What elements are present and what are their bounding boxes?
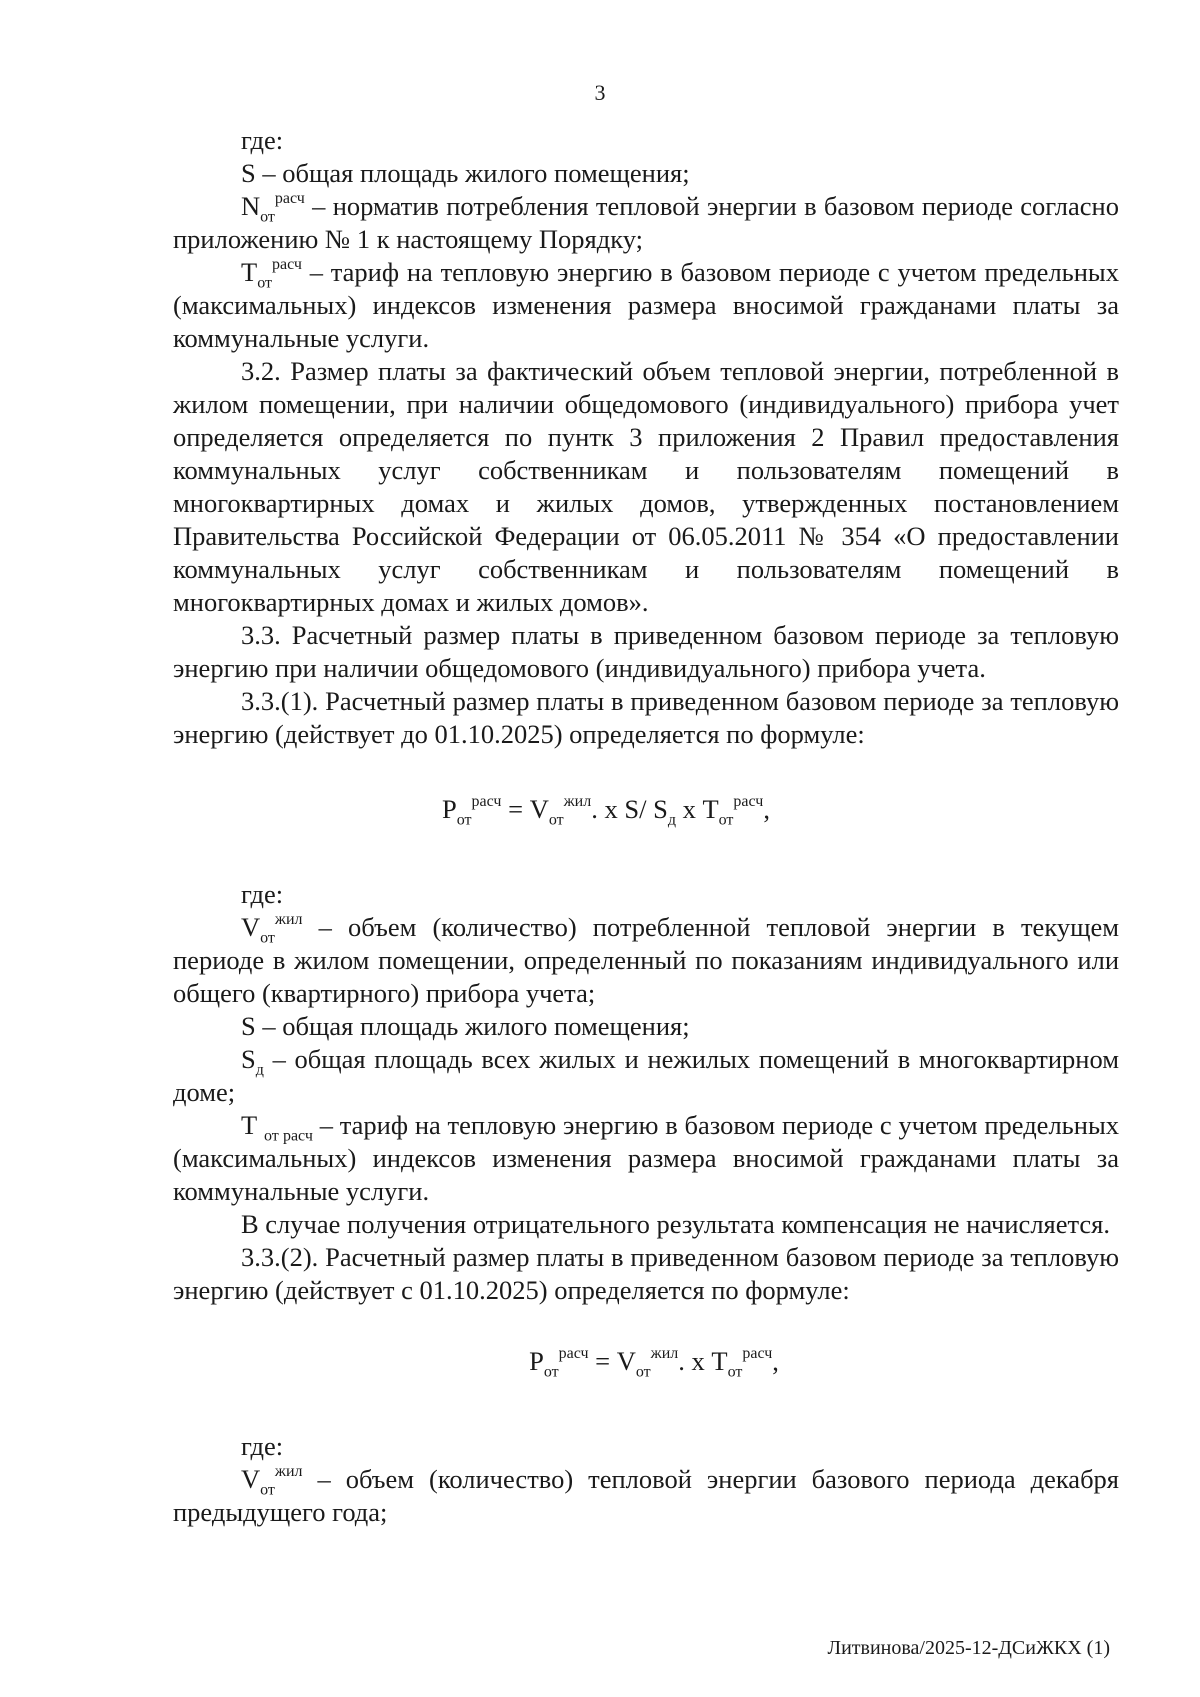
paragraph-n-definition (173, 190, 1119, 256)
t-definition-text-1: – тариф на тепловую энергию в базовом периоде с учетом предельных (максимальных) индексов изменения размера вносимой гражданами платы за коммунальные услуги. (173, 257, 1119, 353)
subscript-ot: от (260, 1481, 275, 1499)
n-definition-text: – норматив потребления тепловой энергии в базовом периоде согласно приложению № 1 к настоящему Порядку; (173, 191, 1119, 254)
formula-2-t: T (711, 1346, 728, 1376)
symbol-t: T (241, 257, 258, 287)
superscript-zhil: жил (274, 911, 303, 929)
formula-2-p: P (529, 1346, 544, 1376)
paragraph-3-3-1: 3.3.(1). Расчетный размер платы в приведенном базовом периоде за тепловую энергию (действует до 01.10.2025) определяется по формуле: (173, 686, 1119, 749)
document-footer-reference: Литвинова/2025-12-ДСиЖКХ (1) (827, 1637, 1110, 1659)
paragraph-gde-3: где: (241, 1431, 284, 1461)
superscript-rasch: расч (558, 1345, 589, 1363)
subscript-ot: от (456, 811, 472, 829)
subscript-ot: от (257, 274, 272, 292)
subscript-ot: от (260, 208, 275, 226)
subscript-d: д (667, 811, 676, 829)
formula-1 (173, 793, 1119, 829)
subscript-ot: от (548, 811, 564, 829)
formula-1-t: T (702, 794, 719, 824)
symbol-n: N (241, 191, 261, 221)
paragraph-v-definition-2 (173, 1463, 1119, 1529)
paragraph-s-definition-2: S – общая площадь жилого помещения; (241, 1011, 690, 1041)
formula-1-comma: , (763, 794, 770, 824)
paragraph-t-definition-2 (173, 1109, 1119, 1208)
superscript-rasch: расч (733, 793, 764, 811)
superscript-zhil: жил (563, 793, 592, 811)
subscript-ot: от (727, 1363, 743, 1381)
paragraph-v-definition-1 (173, 911, 1119, 1010)
page-number: 3 (594, 80, 606, 105)
paragraph-3-2: 3.2. Размер платы за фактический объем тепловой энергии, потребленной в жилом помещении, при наличии общедомового (индивидуального) прибора учет определяется определяется по пунтк 3 приложения 2 Правил предоставления коммунальных услуг собственникам и пользователям помещений в многоквартирных домах и жилых домов, утвержденных постановлением Правительства Российской Федерации от 06.05.2011 № 354 «О предоставлении коммунальных услуг собственникам и пользователям помещений в многоквартирных домах и жилых домов». (173, 356, 1119, 617)
sd-definition-text: – общая площадь всех жилых и нежилых помещений в многоквартирном доме; (173, 1044, 1119, 1107)
superscript-rasch: расч (274, 190, 305, 208)
formula-1-p: P (442, 794, 457, 824)
paragraph-s-definition: S – общая площадь жилого помещения; (241, 158, 690, 188)
subscript-d: д (255, 1061, 264, 1079)
formula-1-v: V (529, 794, 549, 824)
subscript-ot: от (260, 929, 275, 947)
symbol-t: Т (241, 1110, 264, 1140)
v-definition-text-2: – объем (количество) тепловой энергии базового периода декабря предыдущего года; (173, 1464, 1119, 1527)
superscript-zhil: жил (650, 1345, 679, 1363)
subscript-ot: от (543, 1363, 559, 1381)
paragraph-sd-definition (173, 1043, 1119, 1109)
formula-1-equals: = (501, 794, 530, 824)
formula-1-area-ratio: S/ S (624, 794, 668, 824)
superscript-rasch: расч (471, 793, 502, 811)
formula-1-multiply-2: х (675, 794, 703, 824)
symbol-v: V (241, 912, 261, 942)
formula-2-equals: = (588, 1346, 617, 1376)
paragraph-t-definition-1 (173, 256, 1119, 355)
formula-2-multiply: . х (678, 1346, 712, 1376)
subscript-ot: от (718, 811, 734, 829)
paragraph-gde-1: где: (241, 125, 284, 155)
subscript-ot: от (635, 1363, 651, 1381)
v-definition-text-1: – объем (количество) потребленной тепловой энергии в текущем периоде в жилом помещении, определенный по показаниям индивидуального или общего (квартирного) прибора учета; (173, 912, 1119, 1008)
formula-2-comma: , (772, 1346, 779, 1376)
paragraph-negative-result: В случае получения отрицательного результата компенсация не начисляется. (241, 1209, 1110, 1239)
superscript-rasch: расч (271, 256, 302, 274)
paragraph-gde-2: где: (241, 879, 284, 909)
superscript-rasch: расч (742, 1345, 773, 1363)
subscript-ot-rasch: от расч (264, 1127, 313, 1145)
document-body (173, 124, 1119, 1529)
formula-2-v: V (616, 1346, 636, 1376)
formula-2 (173, 1345, 1119, 1381)
t-definition-text-2: – тариф на тепловую энергию в базовом периоде с учетом предельных (максимальных) индексов изменения размера вносимой гражданами платы за коммунальные услуги. (173, 1110, 1119, 1206)
superscript-zhil: жил (274, 1463, 303, 1481)
symbol-s: S (241, 1044, 256, 1074)
formula-1-multiply: . х (591, 794, 625, 824)
paragraph-3-3: 3.3. Расчетный размер платы в приведенном базовом периоде за тепловую энергию при наличии общедомового (индивидуального) прибора учета. (173, 620, 1119, 683)
paragraph-3-3-2: 3.3.(2). Расчетный размер платы в приведенном базовом периоде за тепловую энергию (действует с 01.10.2025) определяется по формуле: (173, 1242, 1119, 1305)
symbol-v: V (241, 1464, 261, 1494)
